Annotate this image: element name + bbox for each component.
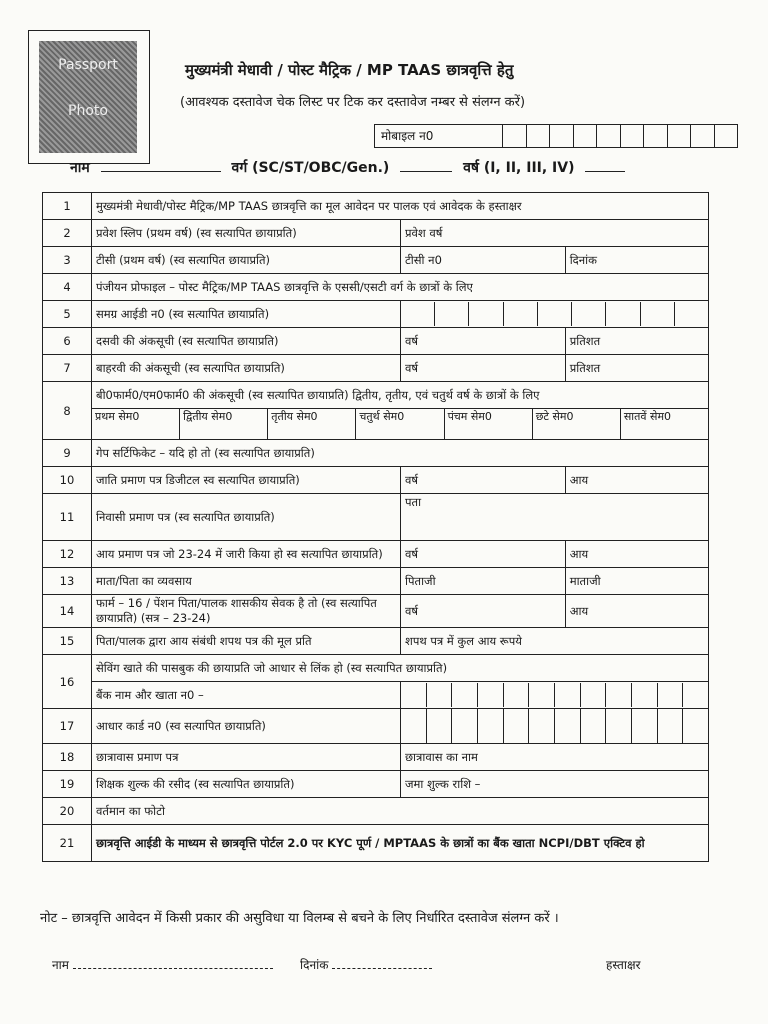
mobile-digit-box[interactable] <box>574 125 598 147</box>
semester-cell[interactable]: प्रथम सेम0 <box>92 409 180 439</box>
row-text: प्रवेश स्लिप (प्रथम वर्ष) (स्व सत्यापित छायाप्रति) <box>92 220 401 247</box>
year-field[interactable]: वर्ष <box>401 541 566 568</box>
mother-field[interactable]: माताजी <box>565 568 708 595</box>
table-row <box>43 709 709 744</box>
income-field[interactable]: आय <box>565 541 708 568</box>
table-row <box>43 825 709 862</box>
year-field[interactable]: वर्ष <box>401 328 566 355</box>
mobile-digit-box[interactable] <box>668 125 692 147</box>
footer-date <box>300 956 432 973</box>
table-row <box>43 247 709 274</box>
table-row <box>43 328 709 355</box>
table-row <box>43 467 709 494</box>
row-text: माता/पिता का व्यवसाय <box>92 568 401 595</box>
row-number: 15 <box>43 628 92 655</box>
father-field[interactable]: पिताजी <box>401 568 566 595</box>
mobile-digit-box[interactable] <box>621 125 645 147</box>
photo-placeholder <box>39 41 137 153</box>
row-text: छात्रवृत्ति आईडी के माध्यम से छात्रवृत्ति पोर्टल 2.0 पर KYC पूर्ण / MPTAAS के छात्रों का बैंक खाता NCPI/DBT एक्टिव हो <box>92 825 709 862</box>
row-text: दसवी की अंकसूची (स्व सत्यापित छायाप्रति) <box>92 328 401 355</box>
row-text: निवासी प्रमाण पत्र (स्व सत्यापित छायाप्रति) <box>92 494 401 541</box>
table-row <box>43 568 709 595</box>
row-number: 8 <box>43 382 92 440</box>
row-text: बाहरवी की अंकसूची (स्व सत्यापित छायाप्रति) <box>92 355 401 382</box>
samagra-id-boxes[interactable] <box>401 301 709 328</box>
affidavit-income-field[interactable]: शपथ पत्र में कुल आय रूपये <box>401 628 709 655</box>
category-label: वर्ग (SC/ST/OBC/Gen.) <box>231 160 390 176</box>
footer-name-blank[interactable] <box>73 968 273 969</box>
table-row <box>43 595 709 628</box>
row-number: 17 <box>43 709 92 744</box>
row-text: मुख्यमंत्री मेधावी/पोस्ट मैट्रिक/MP TAAS छात्रवृत्ति का मूल आवेदन पर पालक एवं आवेदक के हस्ताक्षर <box>92 193 709 220</box>
row-number: 21 <box>43 825 92 862</box>
table-row <box>43 744 709 771</box>
row-text: जाति प्रमाण पत्र डिजीटल स्व सत्यापित छायाप्रति) <box>92 467 401 494</box>
fee-amount-field[interactable]: जमा शुल्क राशि – <box>401 771 709 798</box>
table-row <box>43 382 709 409</box>
mobile-digit-box[interactable] <box>597 125 621 147</box>
photo-label-line1: Passport <box>58 57 118 73</box>
table-row <box>43 274 709 301</box>
mobile-digit-box[interactable] <box>550 125 574 147</box>
percentage-field[interactable]: प्रतिशत <box>565 328 708 355</box>
income-field[interactable]: आय <box>565 467 708 494</box>
year-field[interactable]: वर्ष <box>401 467 566 494</box>
form-note: नोट – छात्रवृत्ति आवेदन में किसी प्रकार की असुविधा या विलम्ब से बचने के लिए निर्धारित दस्तावेज संलग्न करें । <box>40 911 559 926</box>
row-number: 10 <box>43 467 92 494</box>
footer-name <box>52 956 273 973</box>
passport-photo-box <box>28 30 150 164</box>
mobile-label: मोबाइल न0 <box>375 125 503 147</box>
table-row <box>43 355 709 382</box>
row-text: पिता/पालक द्वारा आय संबंधी शपथ पत्र की मूल प्रति <box>92 628 401 655</box>
income-field[interactable]: आय <box>565 595 708 628</box>
row-text: टीसी (प्रथम वर्ष) (स्व सत्यापित छायाप्रति) <box>92 247 401 274</box>
semester-cell[interactable]: पंचम सेम0 <box>445 409 533 439</box>
name-category-row <box>70 158 625 177</box>
table-row <box>43 409 709 440</box>
row-number: 7 <box>43 355 92 382</box>
year-blank[interactable] <box>585 171 625 172</box>
date-field[interactable]: दिनांक <box>565 247 708 274</box>
bank-account-label: बैंक नाम और खाता न0 – <box>92 682 401 709</box>
mobile-digit-box[interactable] <box>644 125 668 147</box>
footer-name-label: नाम <box>52 958 69 972</box>
semester-cell[interactable]: छटे सेम0 <box>533 409 621 439</box>
row-number: 12 <box>43 541 92 568</box>
row-text: आधार कार्ड न0 (स्व सत्यापित छायाप्रति) <box>92 709 401 744</box>
row-number: 6 <box>43 328 92 355</box>
document-checklist-table <box>42 192 709 862</box>
form-title: मुख्यमंत्री मेधावी / पोस्ट मैट्रिक / MP TAAS छात्रवृत्ति हेतु <box>185 61 514 79</box>
footer-date-label: दिनांक <box>300 958 329 972</box>
table-row <box>43 682 709 709</box>
table-row <box>43 440 709 467</box>
row-number: 16 <box>43 655 92 709</box>
row-number: 9 <box>43 440 92 467</box>
tc-number-field[interactable]: टीसी न0 <box>401 247 566 274</box>
semester-cell[interactable]: तृतीय सेम0 <box>268 409 356 439</box>
footer-signature: हस्ताक्षर <box>606 958 641 972</box>
table-row <box>43 771 709 798</box>
bank-account-boxes[interactable] <box>401 682 709 709</box>
admission-year-field[interactable]: प्रवेश वर्ष <box>401 220 709 247</box>
mobile-digit-box[interactable] <box>715 125 738 147</box>
table-row <box>43 494 709 541</box>
row-text: समग्र आईडी न0 (स्व सत्यापित छायाप्रति) <box>92 301 401 328</box>
row-text: छात्रावास प्रमाण पत्र <box>92 744 401 771</box>
year-label: वर्ष (I, II, III, IV) <box>463 160 575 176</box>
semester-cell[interactable]: चतुर्थ सेम0 <box>356 409 444 439</box>
row-text: बी0फार्म0/एम0फार्म0 की अंकसूची (स्व सत्यापित छायाप्रति) द्वितीय, तृतीय, एवं चतुर्थ वर्ष के छात्रों के लिए <box>92 382 709 409</box>
year-field[interactable]: वर्ष <box>401 595 566 628</box>
row-text: फार्म – 16 / पेंशन पिता/पालक शासकीय सेवक है तो (स्व सत्यापित छायाप्रति) (सत्र – 23-24) <box>92 595 401 628</box>
semester-cell[interactable]: द्वितीय सेम0 <box>180 409 268 439</box>
table-row <box>43 193 709 220</box>
row-number: 13 <box>43 568 92 595</box>
mobile-digit-box[interactable] <box>503 125 527 147</box>
category-blank[interactable] <box>400 171 452 172</box>
semester-grid <box>92 409 709 440</box>
mobile-digit-box[interactable] <box>527 125 551 147</box>
row-text: आय प्रमाण पत्र जो 23-24 में जारी किया हो स्व सत्यापित छायाप्रति) <box>92 541 401 568</box>
form-subtitle: (आवश्यक दस्तावेज चेक लिस्ट पर टिक कर दस्तावेज नम्बर से संलग्न करें) <box>180 95 526 110</box>
row-number: 1 <box>43 193 92 220</box>
footer-date-blank[interactable] <box>332 968 432 969</box>
semester-cell[interactable]: सातवें सेम0 <box>623 410 672 423</box>
row-number: 11 <box>43 494 92 541</box>
hostel-name-field[interactable]: छात्रावास का नाम <box>401 744 709 771</box>
table-row <box>43 301 709 328</box>
row-number: 2 <box>43 220 92 247</box>
row-number: 19 <box>43 771 92 798</box>
row-number: 18 <box>43 744 92 771</box>
row-text: सेविंग खाते की पासबुक की छायाप्रति जो आधार से लिंक हो (स्व सत्यापित छायाप्रति) <box>92 655 709 682</box>
name-blank[interactable] <box>101 171 221 172</box>
address-field[interactable]: पता <box>401 494 709 541</box>
name-label: नाम <box>70 160 90 176</box>
row-text: पंजीयन प्रोफाइल – पोस्ट मैट्रिक/MP TAAS छात्रवृत्ति के एससी/एसटी वर्ग के छात्रों के लिए <box>92 274 709 301</box>
row-text: शिक्षक शुल्क की रसीद (स्व सत्यापित छायाप्रति) <box>92 771 401 798</box>
photo-label-line2: Photo <box>68 103 108 119</box>
table-row <box>43 798 709 825</box>
row-text: वर्तमान का फोटो <box>92 798 709 825</box>
row-text: गेप सर्टिफिकेट – यदि हो तो (स्व सत्यापित छायाप्रति) <box>92 440 709 467</box>
row-number: 4 <box>43 274 92 301</box>
year-field[interactable]: वर्ष <box>401 355 566 382</box>
table-row <box>43 655 709 682</box>
table-row <box>43 628 709 655</box>
row-number: 3 <box>43 247 92 274</box>
row-number: 14 <box>43 595 92 628</box>
row-number: 20 <box>43 798 92 825</box>
mobile-number-field[interactable] <box>374 124 738 148</box>
percentage-field[interactable]: प्रतिशत <box>565 355 708 382</box>
aadhaar-boxes[interactable] <box>401 709 709 744</box>
table-row <box>43 541 709 568</box>
row-number: 5 <box>43 301 92 328</box>
table-row <box>43 220 709 247</box>
mobile-digit-box[interactable] <box>691 125 715 147</box>
